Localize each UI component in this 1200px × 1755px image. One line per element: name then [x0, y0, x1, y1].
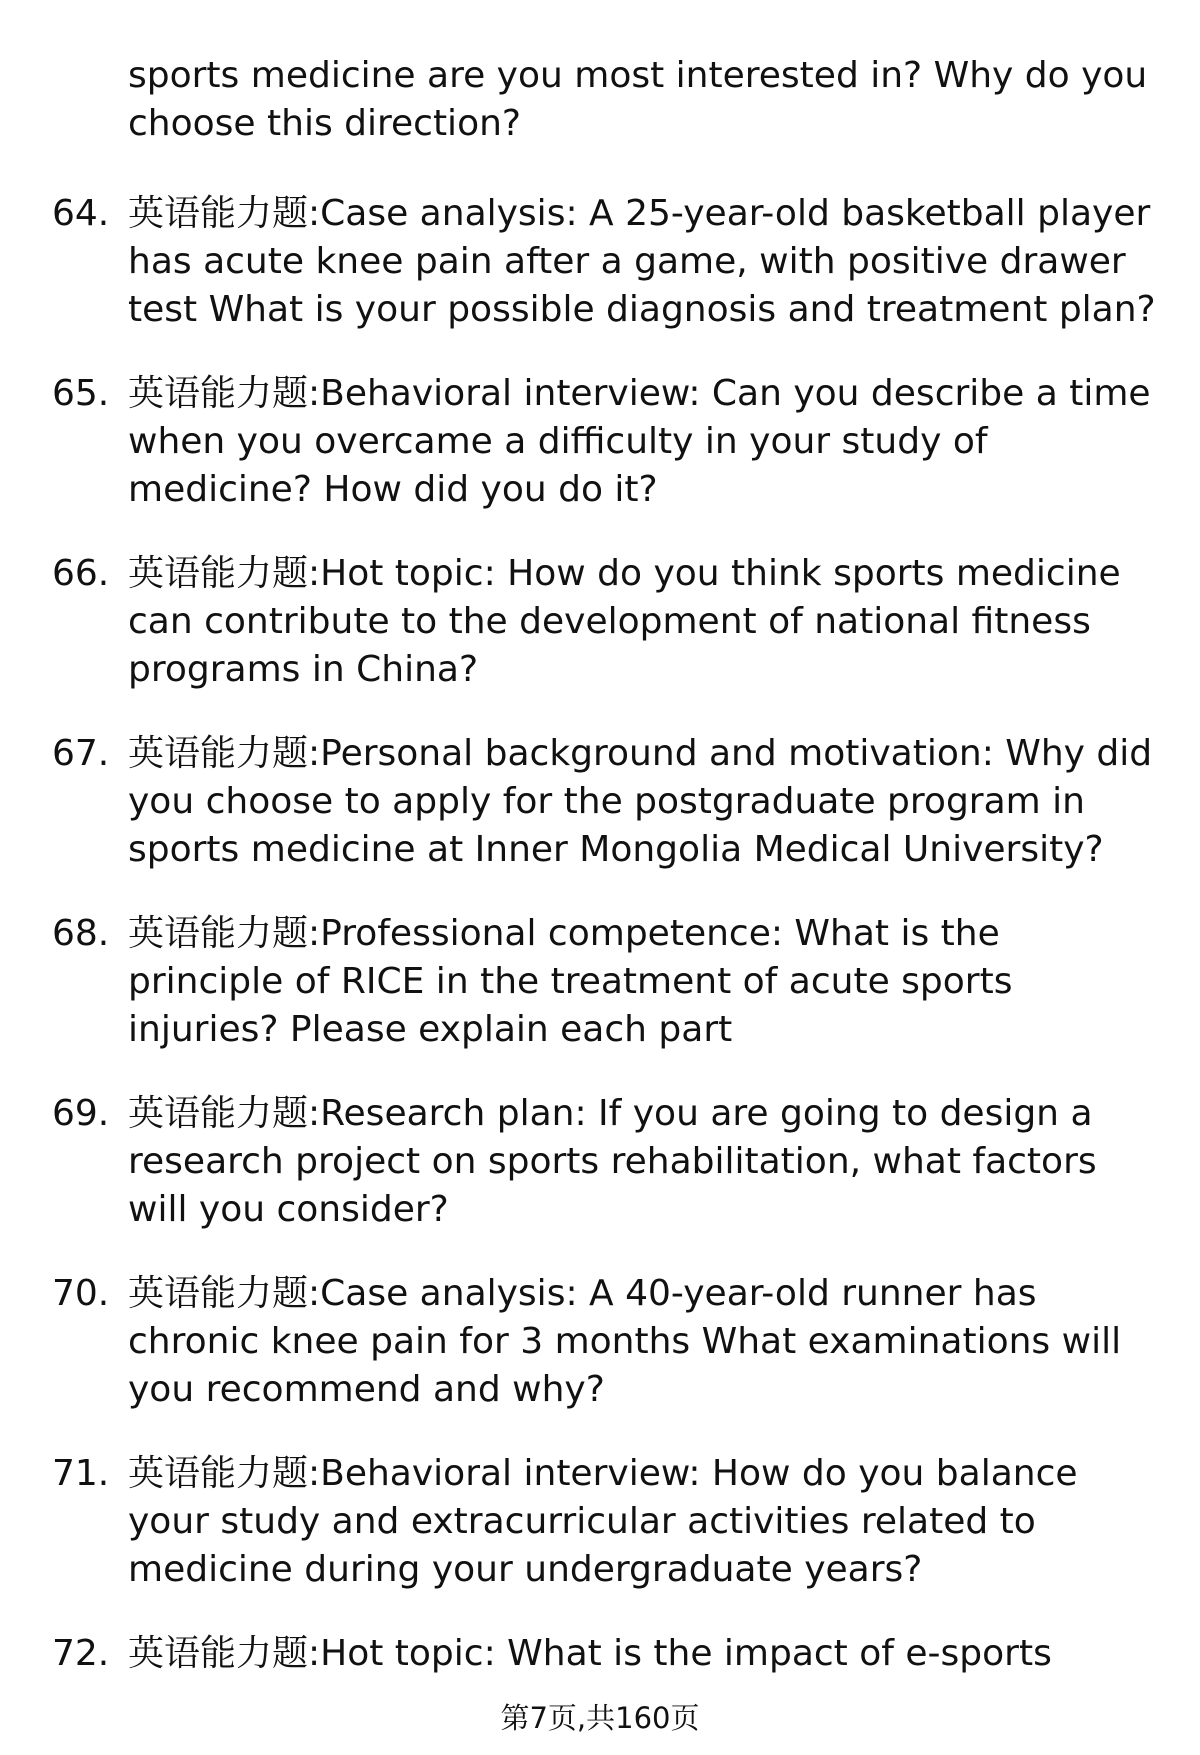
question-body: Behavioral interview: Can you describe a time when you overcame a difficulty in your study of medicine? How did you do it?	[128, 373, 1151, 510]
question-number: 66.	[52, 553, 110, 594]
question-text	[128, 550, 1158, 694]
question-text	[128, 190, 1158, 334]
question-body: Case analysis: A 40-year-old runner has chronic knee pain for 3 months What examinations will you recommend and why?	[128, 1273, 1122, 1410]
question-text	[128, 910, 1158, 1054]
question-label: 英语能力题:	[128, 1633, 321, 1674]
question-number: 71.	[52, 1453, 110, 1494]
question-body: Research plan: If you are going to design a research project on sports rehabilitation, what factors will you consider?	[128, 1093, 1097, 1230]
question-number: 72.	[52, 1633, 110, 1674]
page-footer: 第7页,共160页	[500, 1701, 700, 1735]
question-number: 70.	[52, 1273, 110, 1314]
question-number: 65.	[52, 373, 110, 414]
question-label: 英语能力题:	[128, 1453, 321, 1494]
question-number: 69.	[52, 1093, 110, 1134]
question-body: Behavioral interview: How do you balance your study and extracurricular activities related to medicine during your undergraduate years?	[128, 1453, 1078, 1590]
question-body: Hot topic: How do you think sports medicine can contribute to the development of national fitness programs in China?	[128, 553, 1121, 690]
question-text	[128, 1270, 1158, 1414]
question-label: 英语能力题:	[128, 373, 321, 414]
question-label: 英语能力题:	[128, 1093, 321, 1134]
question-number: 67.	[52, 733, 110, 774]
question-label: 英语能力题:	[128, 193, 321, 234]
continuation-line-2: choose this direction?	[128, 103, 522, 144]
question-label: 英语能力题:	[128, 1273, 321, 1314]
question-number: 68.	[52, 913, 110, 954]
question-body: Personal background and motivation: Why did you choose to apply for the postgraduate program in sports medicine at Inner Mongolia Medical University?	[128, 733, 1153, 870]
question-label: 英语能力题:	[128, 553, 321, 594]
question-text	[128, 1450, 1158, 1594]
question-body: Professional competence: What is the principle of RICE in the treatment of acute sports injuries? Please explain each part	[128, 913, 1013, 1050]
question-text	[128, 1090, 1158, 1234]
question-text	[128, 1630, 1158, 1678]
question-text	[128, 370, 1158, 514]
question-label: 英语能力题:	[128, 913, 321, 954]
question-label: 英语能力题:	[128, 733, 321, 774]
question-number: 64.	[52, 193, 110, 234]
question-body: Hot topic: What is the impact of e-sports	[320, 1633, 1052, 1674]
continuation-line-1: sports medicine are you most interested in? Why do you	[128, 55, 1148, 96]
question-body: Case analysis: A 25-year-old basketball player has acute knee pain after a game, with positive drawer test What is your possible diagnosis and treatment plan?	[128, 193, 1156, 330]
question-text	[128, 730, 1158, 874]
